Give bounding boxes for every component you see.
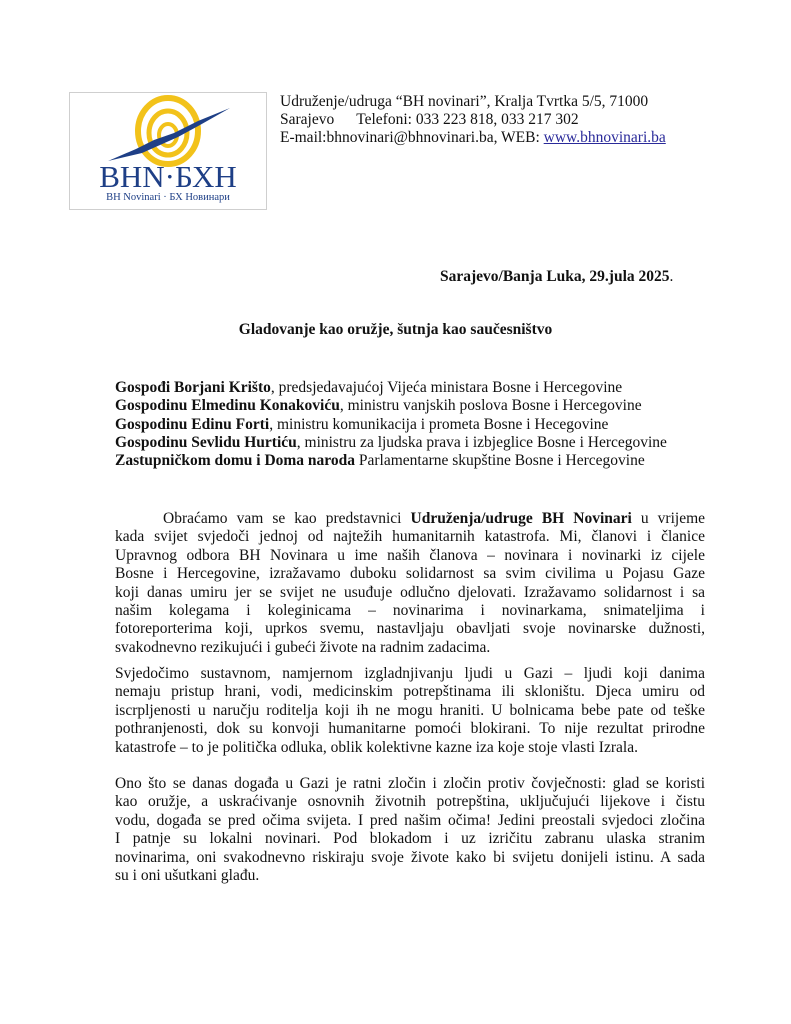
recipient-name: Gospodinu Elmedinu Konakoviću bbox=[115, 397, 340, 415]
paragraph-line: našim kolegama i koleginicama – novinarima i novinarkama, snimateljima i bbox=[115, 601, 705, 619]
recipient-name: Zastupničkom domu i Doma naroda bbox=[115, 452, 356, 470]
paragraph-line: Obraćamo vam se kao predstavnici Udruženja/udruge BH Novinari u vrijeme bbox=[163, 510, 706, 527]
paragraph-war-crime bbox=[115, 775, 705, 885]
logo-subtitle: BH Novinari · БХ Новинари bbox=[106, 192, 230, 203]
paragraph-solidarity bbox=[115, 510, 705, 657]
recipient-name: Gospodinu Edinu Forti bbox=[115, 415, 270, 433]
phone-numbers: Telefoni: 033 223 818, 033 217 302 bbox=[356, 111, 579, 128]
paragraph-line: nemaju pristup hrani, vodi, medicinskim potrepštinama ili skloništu. Djeca umiru od bbox=[115, 683, 705, 701]
organization-name: Udruženja/udruge BH Novinari bbox=[410, 510, 632, 527]
paragraph-line: kao oružje, a uskraćivanje osnovnih životnih potrepština, uključujući lijekove i čistu bbox=[115, 793, 705, 811]
address-line: Udruženje/udruga “BH novinari”, Kralja Tvrtka 5/5, 71000 bbox=[280, 93, 649, 110]
recipient-role: Parlamentarne skupštine Bosne i Hercegovine bbox=[355, 452, 645, 470]
paragraph-line: koji danas umiru jer se svijet ne usuđuje odlučno djelovati. Izražavamo solidarnost i sa bbox=[115, 583, 705, 601]
recipients-list bbox=[115, 379, 667, 470]
date-text: Sarajevo/Banja Luka, 29.jula 2025 bbox=[440, 268, 670, 285]
letterhead-contact bbox=[280, 93, 666, 147]
date-line: Sarajevo/Banja Luka, 29.jula 2025. bbox=[440, 268, 674, 285]
email-label: E-mail:bhnovinari@bhnovinari.ba, WEB: bbox=[280, 129, 544, 146]
paragraph-line: novinarima, oni svakodnevno riskiraju svoje živote kako bi svijetu donijeli istinu. A sada bbox=[115, 848, 705, 866]
recipient bbox=[115, 379, 667, 397]
paragraph-line: Ono što se danas događa u Gazi je ratni zločin i zločin protiv čovječnosti: glad se koristi bbox=[115, 775, 705, 792]
city-phone-line bbox=[280, 111, 666, 129]
recipient bbox=[115, 434, 667, 452]
paragraph-starvation bbox=[115, 665, 705, 757]
paragraph-line: Bosne i Hercegovine, izražavamo duboku solidarnost sa svim civilima u Pojasu Gaze bbox=[115, 565, 705, 583]
paragraph-line: vodu, događa se pred očima svijeta. I pred našim očima! Jedini preostali svjedoci zločina bbox=[115, 811, 705, 829]
letter-title: Gladovanje kao oružje, šutnja kao saučesništvo bbox=[238, 321, 553, 338]
paragraph-line: Upravnog odbora BH Novinara u ime naših članova – novinara i novinarki iz cijele bbox=[115, 546, 705, 564]
recipient bbox=[115, 452, 667, 470]
logo-wordmark: BHN·БХН bbox=[99, 159, 237, 194]
email-web-line bbox=[280, 129, 666, 147]
recipient-name: Gospođi Borjani Krišto bbox=[115, 379, 271, 396]
paragraph-line: katastrofe – to je politička odluka, oblik kolektivne kazne iza koje stoje vlasti Izrala. bbox=[115, 738, 638, 756]
recipient bbox=[115, 397, 667, 415]
recipient-role: , ministru vanjskih poslova Bosne i Hercegovine bbox=[339, 397, 642, 415]
recipient-name: Gospodinu Sevlidu Hurtiću bbox=[115, 433, 297, 451]
paragraph-line: fotoreporterima koji, uprkos svemu, nastavljaju obavljati svoje novinarske dužnosti, bbox=[115, 620, 705, 638]
paragraph-line: pothranjenosti, dok su konvoji humanitarne pomoći blokirani. To nije rezultat prirodne bbox=[115, 720, 705, 738]
recipient-role: , ministru za ljudska prava i izbjeglice Bosne i Hercegovine bbox=[296, 433, 667, 451]
website-link[interactable]: www.bhnovinari.ba bbox=[543, 129, 666, 146]
paragraph-line: kada svijet svjedoči jednoj od najtežih humanitarnih katastrofa. Mi, članovi i članice bbox=[115, 528, 705, 546]
paragraph-line: iscrpljenosti u naručju roditelja koji ih ne mogu hraniti. U bolnicama bebe pate od teške bbox=[115, 701, 705, 719]
paragraph-line: su i oni ušutkani glađu. bbox=[115, 866, 260, 884]
city: Sarajevo bbox=[280, 111, 335, 128]
paragraph-line: svakodnevno rezikujući i gubeći živote na radnim zadacima. bbox=[115, 638, 491, 656]
recipient bbox=[115, 416, 667, 434]
recipient-role: , predsjedavajućoj Vijeća ministara Bosne i Hercegovine bbox=[270, 379, 623, 396]
recipient-role: , ministru komunikacija i prometa Bosne i Hecegovine bbox=[269, 415, 609, 433]
paragraph-line: Svjedočimo sustavnom, namjernom izgladnjivanju ljudi u Gazi – ljudi koji danima bbox=[115, 665, 705, 682]
organization-logo bbox=[69, 92, 267, 210]
paragraph-line: I patnje su lokalni novinari. Pod blokadom i uz izričitu zabranu ulaska stranim bbox=[115, 830, 705, 848]
